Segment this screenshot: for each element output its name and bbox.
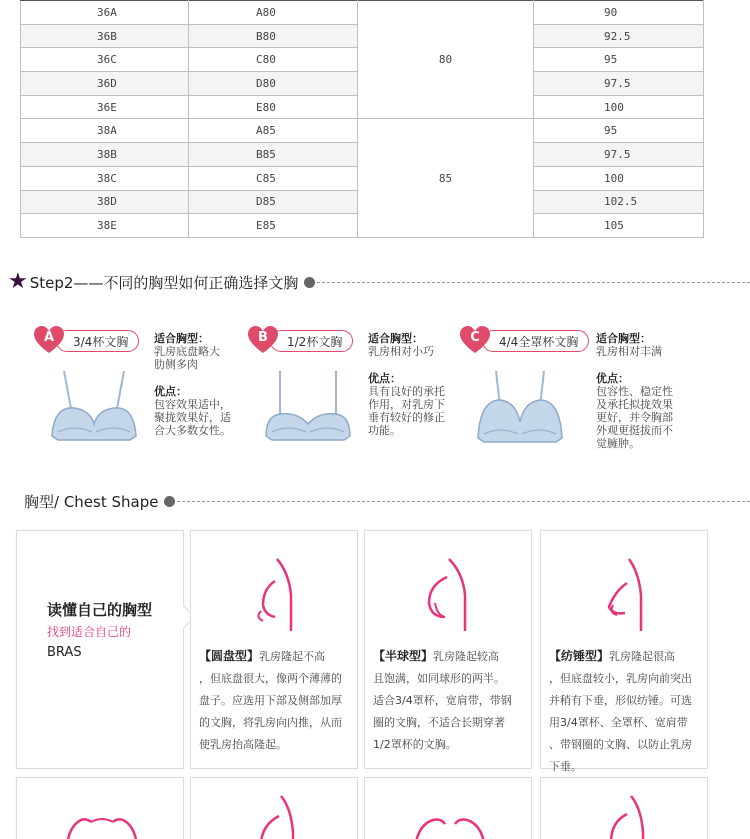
chest-card-hemisphere bbox=[364, 530, 532, 769]
table-group-cell: 80 bbox=[358, 1, 534, 119]
table-cell: 36C bbox=[21, 48, 189, 72]
table-cell: A80 bbox=[189, 1, 358, 25]
intro-bras-text: BRAS bbox=[47, 645, 82, 660]
fit-line: 乳房底盘略大 bbox=[154, 345, 220, 358]
bra-type-info bbox=[368, 332, 460, 437]
table-cell: B80 bbox=[189, 24, 358, 48]
table-cell: 95 bbox=[534, 48, 704, 72]
fit-title: 适合胸型： bbox=[368, 332, 423, 345]
advantage-line: 聚拢效果好，适 bbox=[154, 411, 231, 424]
bra-type-letter: C bbox=[470, 330, 480, 345]
bra-type-letter: A bbox=[43, 330, 55, 345]
step2-header bbox=[8, 271, 750, 293]
table-cell: 102.5 bbox=[534, 190, 704, 214]
table-cell: 36B bbox=[21, 24, 189, 48]
chest-card-row2-2 bbox=[190, 777, 358, 839]
spindle-shape-icon bbox=[589, 555, 659, 635]
bra-type-name: 1/2杯文胸 bbox=[270, 330, 353, 352]
advantage-title: 优点： bbox=[596, 372, 629, 385]
heart-icon bbox=[248, 326, 278, 354]
table-cell: 38B bbox=[21, 143, 189, 167]
description-line: 的文胸，将乳房向内推，从而 bbox=[199, 716, 342, 729]
size-table bbox=[20, 0, 704, 238]
table-cell: E80 bbox=[189, 95, 358, 119]
chest-type-name: 【纺锤型】 bbox=[549, 649, 610, 663]
chest-shape-icon bbox=[57, 796, 147, 839]
table-cell: A85 bbox=[189, 119, 358, 143]
fit-line: 肋侧多肉 bbox=[154, 358, 198, 371]
bra-type-name: 3/4杯文胸 bbox=[56, 330, 139, 352]
fit-line: 乳房相对丰满 bbox=[596, 345, 662, 358]
fit-title: 适合胸型： bbox=[154, 332, 209, 345]
bra-type-b bbox=[248, 326, 458, 466]
bra-type-letter: B bbox=[258, 330, 268, 345]
bra-type-name: 4/4全罩杯文胸 bbox=[482, 330, 589, 352]
description-line: 用3/4罩杯、全罩杯、宽肩带 bbox=[549, 716, 688, 729]
chest-type-name: 【半球型】 bbox=[373, 649, 434, 663]
description-line: ，但底盘较小，乳房向前突出 bbox=[549, 672, 692, 685]
table-cell: 97.5 bbox=[534, 72, 704, 96]
table-group-cell: 85 bbox=[358, 119, 534, 237]
chest-card-row2-1 bbox=[16, 777, 184, 839]
table-cell: C80 bbox=[189, 48, 358, 72]
bra-34-cup-illustration bbox=[44, 366, 144, 446]
heart-icon bbox=[460, 326, 490, 354]
advantage-line: 更好，并令胸部 bbox=[596, 411, 673, 424]
table-cell: 36D bbox=[21, 72, 189, 96]
chest-shape-icon bbox=[241, 792, 311, 839]
table-cell: 97.5 bbox=[534, 143, 704, 167]
star-icon: ★ bbox=[8, 269, 28, 294]
heart-icon bbox=[34, 326, 64, 354]
table-cell: D85 bbox=[189, 190, 358, 214]
chest-shape-header bbox=[24, 491, 750, 512]
bra-type-info bbox=[154, 332, 246, 437]
table-cell: 36E bbox=[21, 95, 189, 119]
table-cell: 100 bbox=[534, 95, 704, 119]
bra-44-full-cup-illustration bbox=[470, 366, 570, 446]
advantage-line: 包容性、稳定性 bbox=[596, 385, 673, 398]
table-cell: 38C bbox=[21, 166, 189, 190]
description-line: 乳房隆起较高 bbox=[433, 650, 500, 663]
hemisphere-shape-icon bbox=[413, 555, 483, 635]
advantage-line: 包容效果适中， bbox=[154, 398, 231, 411]
advantage-line: 外观更挺拔而不 bbox=[596, 424, 673, 437]
chest-card-row2-3 bbox=[364, 777, 532, 839]
description-line: 、带钢圈的文胸、以防止乳房 bbox=[549, 738, 692, 751]
advantage-line: 具有良好的承托 bbox=[368, 385, 445, 398]
table-cell: 105 bbox=[534, 214, 704, 238]
table-cell: 36A bbox=[21, 1, 189, 25]
intro-heading: 读懂自己的胸型 bbox=[47, 601, 153, 619]
advantage-line: 及承托拟拢效果 bbox=[596, 398, 673, 411]
fit-line: 乳房相对小巧 bbox=[368, 345, 434, 358]
table-cell: 95 bbox=[534, 119, 704, 143]
bra-type-label bbox=[248, 326, 368, 352]
description-line: 1/2罩杯的文胸。 bbox=[373, 738, 457, 751]
description-line: 乳房隆起很高 bbox=[609, 650, 676, 663]
description-line: 乳房隆起不高 bbox=[259, 650, 326, 663]
bullet-dot-icon bbox=[304, 277, 315, 288]
chest-card-description bbox=[549, 645, 699, 778]
table-cell: C85 bbox=[189, 166, 358, 190]
description-line: 圈的文胸，不适合长期穿著 bbox=[373, 716, 505, 729]
description-line: 且饱满，如同球形的两半。 bbox=[373, 672, 505, 685]
bra-type-label bbox=[34, 326, 154, 352]
chest-shape-icon bbox=[591, 792, 661, 839]
table-row bbox=[21, 1, 704, 25]
bra-12-cup-illustration bbox=[258, 366, 358, 446]
description-line: 下垂。 bbox=[549, 760, 582, 773]
advantage-line: 作用，对乳房下 bbox=[368, 398, 445, 411]
table-cell: 90 bbox=[534, 1, 704, 25]
bra-type-label bbox=[460, 326, 580, 352]
advantage-line: 觉臃肿。 bbox=[596, 437, 640, 450]
description-line: ，但底盘很大，像两个薄薄的 bbox=[199, 672, 342, 685]
bullet-dot-icon bbox=[164, 496, 175, 507]
chest-shape-title: 胸型/ Chest Shape bbox=[24, 493, 159, 511]
bra-type-info bbox=[596, 332, 692, 450]
table-cell: E85 bbox=[189, 214, 358, 238]
fit-title: 适合胸型： bbox=[596, 332, 651, 345]
advantage-line: 垂有较好的修正 bbox=[368, 411, 445, 424]
chest-intro-card bbox=[16, 530, 184, 769]
chest-card-description bbox=[373, 645, 523, 756]
advantage-line: 功能。 bbox=[368, 424, 401, 437]
advantage-title: 优点： bbox=[154, 385, 187, 398]
advantage-line: 合大多数女性。 bbox=[154, 424, 231, 437]
table-row bbox=[21, 119, 704, 143]
description-line: 适合3/4罩杯，宽肩带，带钢 bbox=[373, 694, 512, 707]
chest-card-spindle bbox=[540, 530, 708, 773]
intro-subheading: 找到适合自己的 bbox=[47, 625, 132, 639]
table-cell: 38D bbox=[21, 190, 189, 214]
table-cell: 100 bbox=[534, 166, 704, 190]
table-cell: 92.5 bbox=[534, 24, 704, 48]
table-cell: B85 bbox=[189, 143, 358, 167]
step2-title: Step2——不同的胸型如何正确选择文胸 bbox=[29, 273, 299, 292]
bra-type-a bbox=[34, 326, 244, 466]
chest-type-name: 【圆盘型】 bbox=[199, 649, 260, 663]
description-line: 使乳房抬高隆起。 bbox=[199, 738, 287, 751]
table-cell: D80 bbox=[189, 72, 358, 96]
chest-card-description bbox=[199, 645, 349, 756]
description-line: 并稍有下垂，形似纺锤。可选 bbox=[549, 694, 692, 707]
chest-shape-icon bbox=[405, 796, 495, 839]
chest-card-row2-4 bbox=[540, 777, 708, 839]
round-disc-shape-icon bbox=[239, 555, 309, 635]
table-cell: 38A bbox=[21, 119, 189, 143]
advantage-title: 优点： bbox=[368, 372, 401, 385]
description-line: 盘子。应选用下部及侧部加厚 bbox=[199, 694, 342, 707]
dashed-divider bbox=[317, 282, 750, 283]
dashed-divider bbox=[177, 501, 750, 502]
bra-type-c bbox=[460, 326, 700, 466]
chest-card-round-disc bbox=[190, 530, 358, 769]
table-cell: 38E bbox=[21, 214, 189, 238]
